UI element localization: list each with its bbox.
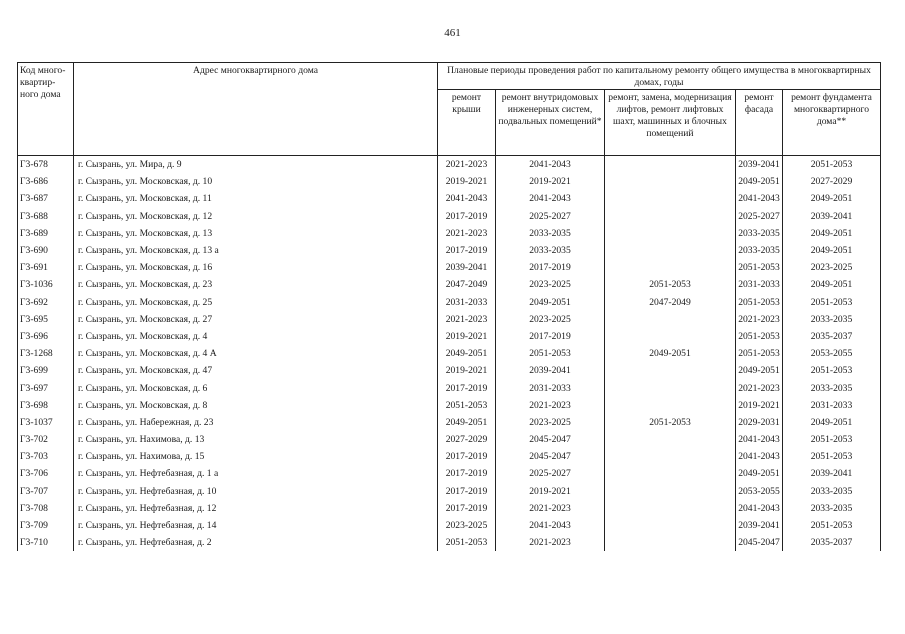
page-number: 461 bbox=[444, 27, 461, 39]
cell-foundation: 2051-2053 bbox=[783, 294, 881, 311]
table-row bbox=[18, 431, 881, 448]
cell-foundation: 2033-2035 bbox=[783, 483, 881, 500]
table-row bbox=[18, 345, 881, 362]
cell-elevators bbox=[605, 242, 736, 259]
cell-code: Г3-699 bbox=[18, 362, 74, 379]
cell-roof: 2017-2019 bbox=[438, 483, 496, 500]
cell-roof: 2049-2051 bbox=[438, 345, 496, 362]
cell-engineering: 2025-2027 bbox=[496, 208, 605, 225]
cell-code: Г3-702 bbox=[18, 431, 74, 448]
cell-roof: 2051-2053 bbox=[438, 534, 496, 551]
cell-code: Г3-698 bbox=[18, 397, 74, 414]
cell-foundation: 2035-2037 bbox=[783, 534, 881, 551]
cell-engineering: 2021-2023 bbox=[496, 500, 605, 517]
cell-engineering: 2051-2053 bbox=[496, 345, 605, 362]
header-periods: Плановые периоды проведения работ по капитальному ремонту общего имущества в многоквартирных домах, годы bbox=[438, 63, 881, 90]
cell-code: Г3-707 bbox=[18, 483, 74, 500]
cell-roof: 2017-2019 bbox=[438, 379, 496, 396]
cell-engineering: 2041-2043 bbox=[496, 517, 605, 534]
table-row bbox=[18, 328, 881, 345]
cell-elevators bbox=[605, 208, 736, 225]
table-row bbox=[18, 259, 881, 276]
cell-facade: 2049-2051 bbox=[736, 173, 783, 190]
cell-foundation: 2027-2029 bbox=[783, 173, 881, 190]
cell-elevators bbox=[605, 259, 736, 276]
cell-facade: 2049-2051 bbox=[736, 465, 783, 482]
cell-elevators: 2051-2053 bbox=[605, 276, 736, 293]
cell-engineering: 2025-2027 bbox=[496, 465, 605, 482]
cell-roof: 2021-2023 bbox=[438, 225, 496, 242]
cell-address: г. Сызрань, ул. Московская, д. 11 bbox=[74, 190, 438, 207]
cell-facade: 2051-2053 bbox=[736, 345, 783, 362]
cell-address: г. Сызрань, ул. Московская, д. 23 bbox=[74, 276, 438, 293]
table-row bbox=[18, 225, 881, 242]
cell-facade: 2031-2033 bbox=[736, 276, 783, 293]
cell-foundation: 2049-2051 bbox=[783, 190, 881, 207]
cell-elevators bbox=[605, 500, 736, 517]
cell-code: Г3-703 bbox=[18, 448, 74, 465]
cell-facade: 2041-2043 bbox=[736, 190, 783, 207]
cell-engineering: 2021-2023 bbox=[496, 397, 605, 414]
cell-engineering: 2021-2023 bbox=[496, 534, 605, 551]
cell-roof: 2017-2019 bbox=[438, 448, 496, 465]
cell-engineering: 2033-2035 bbox=[496, 242, 605, 259]
cell-foundation: 2051-2053 bbox=[783, 156, 881, 174]
cell-facade: 2025-2027 bbox=[736, 208, 783, 225]
table-row bbox=[18, 156, 881, 174]
cell-foundation: 2049-2051 bbox=[783, 225, 881, 242]
cell-elevators: 2051-2053 bbox=[605, 414, 736, 431]
cell-address: г. Сызрань, ул. Нахимова, д. 13 bbox=[74, 431, 438, 448]
table-row bbox=[18, 294, 881, 311]
cell-foundation: 2049-2051 bbox=[783, 414, 881, 431]
cell-engineering: 2041-2043 bbox=[496, 156, 605, 174]
table-row bbox=[18, 208, 881, 225]
cell-address: г. Сызрань, ул. Московская, д. 13 bbox=[74, 225, 438, 242]
cell-address: г. Сызрань, ул. Нефтебазная, д. 2 bbox=[74, 534, 438, 551]
cell-engineering: 2041-2043 bbox=[496, 190, 605, 207]
cell-roof: 2049-2051 bbox=[438, 414, 496, 431]
cell-address: г. Сызрань, ул. Нефтебазная, д. 1 а bbox=[74, 465, 438, 482]
cell-elevators bbox=[605, 534, 736, 551]
cell-engineering: 2023-2025 bbox=[496, 414, 605, 431]
cell-foundation: 2051-2053 bbox=[783, 448, 881, 465]
cell-roof: 2047-2049 bbox=[438, 276, 496, 293]
cell-code: Г3-687 bbox=[18, 190, 74, 207]
cell-code: Г3-706 bbox=[18, 465, 74, 482]
cell-facade: 2039-2041 bbox=[736, 517, 783, 534]
cell-address: г. Сызрань, ул. Набережная, д. 23 bbox=[74, 414, 438, 431]
cell-code: Г3-710 bbox=[18, 534, 74, 551]
cell-facade: 2045-2047 bbox=[736, 534, 783, 551]
table-row bbox=[18, 242, 881, 259]
cell-elevators bbox=[605, 311, 736, 328]
cell-facade: 2051-2053 bbox=[736, 328, 783, 345]
cell-code: Г3-689 bbox=[18, 225, 74, 242]
header-code: Код много-квартир-ного дома bbox=[18, 63, 74, 156]
cell-roof: 2017-2019 bbox=[438, 500, 496, 517]
table-row bbox=[18, 414, 881, 431]
cell-facade: 2021-2023 bbox=[736, 311, 783, 328]
header-row-top bbox=[18, 63, 881, 90]
cell-address: г. Сызрань, ул. Нефтебазная, д. 14 bbox=[74, 517, 438, 534]
cell-foundation: 2049-2051 bbox=[783, 276, 881, 293]
cell-roof: 2017-2019 bbox=[438, 242, 496, 259]
cell-engineering: 2045-2047 bbox=[496, 448, 605, 465]
header-roof: ремонт крыши bbox=[438, 90, 496, 156]
cell-engineering: 2031-2033 bbox=[496, 379, 605, 396]
cell-roof: 2021-2023 bbox=[438, 311, 496, 328]
cell-roof: 2041-2043 bbox=[438, 190, 496, 207]
cell-code: Г3-688 bbox=[18, 208, 74, 225]
cell-engineering: 2045-2047 bbox=[496, 431, 605, 448]
cell-code: Г3-690 bbox=[18, 242, 74, 259]
table-row bbox=[18, 190, 881, 207]
cell-roof: 2027-2029 bbox=[438, 431, 496, 448]
cell-facade: 2039-2041 bbox=[736, 156, 783, 174]
header-engineering: ремонт внутридомовых инженерных систем, подвальных помещений* bbox=[496, 90, 605, 156]
cell-facade: 2041-2043 bbox=[736, 500, 783, 517]
cell-foundation: 2033-2035 bbox=[783, 379, 881, 396]
cell-engineering: 2019-2021 bbox=[496, 173, 605, 190]
cell-elevators bbox=[605, 465, 736, 482]
cell-engineering: 2017-2019 bbox=[496, 328, 605, 345]
cell-foundation: 2039-2041 bbox=[783, 465, 881, 482]
cell-address: г. Сызрань, ул. Московская, д. 47 bbox=[74, 362, 438, 379]
cell-code: Г3-692 bbox=[18, 294, 74, 311]
cell-address: г. Сызрань, ул. Московская, д. 27 bbox=[74, 311, 438, 328]
cell-roof: 2031-2033 bbox=[438, 294, 496, 311]
cell-address: г. Сызрань, ул. Московская, д. 25 bbox=[74, 294, 438, 311]
cell-facade: 2033-2035 bbox=[736, 242, 783, 259]
cell-facade: 2029-2031 bbox=[736, 414, 783, 431]
cell-elevators bbox=[605, 517, 736, 534]
cell-facade: 2051-2053 bbox=[736, 259, 783, 276]
cell-roof: 2051-2053 bbox=[438, 397, 496, 414]
cell-elevators bbox=[605, 397, 736, 414]
cell-code: Г3-709 bbox=[18, 517, 74, 534]
cell-roof: 2019-2021 bbox=[438, 328, 496, 345]
cell-elevators bbox=[605, 225, 736, 242]
table-row bbox=[18, 173, 881, 190]
cell-foundation: 2053-2055 bbox=[783, 345, 881, 362]
cell-elevators bbox=[605, 328, 736, 345]
table-row bbox=[18, 362, 881, 379]
cell-address: г. Сызрань, ул. Московская, д. 10 bbox=[74, 173, 438, 190]
cell-address: г. Сызрань, ул. Московская, д. 13 а bbox=[74, 242, 438, 259]
cell-code: Г3-696 bbox=[18, 328, 74, 345]
cell-address: г. Сызрань, ул. Нахимова, д. 15 bbox=[74, 448, 438, 465]
table-row bbox=[18, 311, 881, 328]
cell-roof: 2021-2023 bbox=[438, 156, 496, 174]
cell-address: г. Сызрань, ул. Мира, д. 9 bbox=[74, 156, 438, 174]
header-elevators: ремонт, замена, модернизация лифтов, ремонт лифтовых шахт, машинных и блочных помещений bbox=[605, 90, 736, 156]
cell-facade: 2041-2043 bbox=[736, 431, 783, 448]
cell-facade: 2041-2043 bbox=[736, 448, 783, 465]
cell-roof: 2019-2021 bbox=[438, 173, 496, 190]
cell-code: Г3-1037 bbox=[18, 414, 74, 431]
cell-elevators bbox=[605, 190, 736, 207]
cell-elevators bbox=[605, 379, 736, 396]
cell-foundation: 2051-2053 bbox=[783, 362, 881, 379]
cell-engineering: 2019-2021 bbox=[496, 483, 605, 500]
cell-facade: 2033-2035 bbox=[736, 225, 783, 242]
cell-code: Г3-1268 bbox=[18, 345, 74, 362]
table-row bbox=[18, 517, 881, 534]
cell-code: Г3-1036 bbox=[18, 276, 74, 293]
cell-roof: 2017-2019 bbox=[438, 465, 496, 482]
cell-address: г. Сызрань, ул. Московская, д. 4 А bbox=[74, 345, 438, 362]
cell-elevators: 2047-2049 bbox=[605, 294, 736, 311]
table-row bbox=[18, 483, 881, 500]
cell-foundation: 2031-2033 bbox=[783, 397, 881, 414]
table-row bbox=[18, 500, 881, 517]
cell-code: Г3-697 bbox=[18, 379, 74, 396]
header-facade: ремонт фасада bbox=[736, 90, 783, 156]
cell-facade: 2019-2021 bbox=[736, 397, 783, 414]
cell-code: Г3-695 bbox=[18, 311, 74, 328]
cell-code: Г3-686 bbox=[18, 173, 74, 190]
table-row bbox=[18, 534, 881, 551]
table-row bbox=[18, 465, 881, 482]
cell-facade: 2053-2055 bbox=[736, 483, 783, 500]
cell-engineering: 2039-2041 bbox=[496, 362, 605, 379]
cell-address: г. Сызрань, ул. Московская, д. 12 bbox=[74, 208, 438, 225]
cell-elevators bbox=[605, 156, 736, 174]
cell-foundation: 2051-2053 bbox=[783, 431, 881, 448]
header-address: Адрес многоквартирного дома bbox=[74, 63, 438, 156]
cell-address: г. Сызрань, ул. Московская, д. 8 bbox=[74, 397, 438, 414]
cell-foundation: 2051-2053 bbox=[783, 517, 881, 534]
cell-roof: 2039-2041 bbox=[438, 259, 496, 276]
cell-elevators bbox=[605, 448, 736, 465]
cell-engineering: 2033-2035 bbox=[496, 225, 605, 242]
cell-foundation: 2039-2041 bbox=[783, 208, 881, 225]
cell-roof: 2019-2021 bbox=[438, 362, 496, 379]
cell-code: Г3-678 bbox=[18, 156, 74, 174]
cell-code: Г3-708 bbox=[18, 500, 74, 517]
cell-foundation: 2035-2037 bbox=[783, 328, 881, 345]
cell-engineering: 2017-2019 bbox=[496, 259, 605, 276]
cell-engineering: 2023-2025 bbox=[496, 311, 605, 328]
table-row bbox=[18, 379, 881, 396]
cell-foundation: 2033-2035 bbox=[783, 311, 881, 328]
capital-repair-schedule-table bbox=[17, 62, 881, 551]
cell-address: г. Сызрань, ул. Нефтебазная, д. 10 bbox=[74, 483, 438, 500]
cell-roof: 2017-2019 bbox=[438, 208, 496, 225]
cell-facade: 2021-2023 bbox=[736, 379, 783, 396]
cell-elevators bbox=[605, 431, 736, 448]
cell-elevators bbox=[605, 173, 736, 190]
cell-roof: 2023-2025 bbox=[438, 517, 496, 534]
cell-foundation: 2049-2051 bbox=[783, 242, 881, 259]
cell-facade: 2051-2053 bbox=[736, 294, 783, 311]
cell-address: г. Сызрань, ул. Нефтебазная, д. 12 bbox=[74, 500, 438, 517]
header-foundation: ремонт фундамента многоквартирного дома** bbox=[783, 90, 881, 156]
cell-engineering: 2023-2025 bbox=[496, 276, 605, 293]
cell-address: г. Сызрань, ул. Московская, д. 6 bbox=[74, 379, 438, 396]
cell-elevators: 2049-2051 bbox=[605, 345, 736, 362]
cell-code: Г3-691 bbox=[18, 259, 74, 276]
cell-address: г. Сызрань, ул. Московская, д. 4 bbox=[74, 328, 438, 345]
cell-engineering: 2049-2051 bbox=[496, 294, 605, 311]
cell-foundation: 2023-2025 bbox=[783, 259, 881, 276]
cell-elevators bbox=[605, 483, 736, 500]
cell-address: г. Сызрань, ул. Московская, д. 16 bbox=[74, 259, 438, 276]
cell-elevators bbox=[605, 362, 736, 379]
table-row bbox=[18, 397, 881, 414]
table-row bbox=[18, 276, 881, 293]
table-row bbox=[18, 448, 881, 465]
cell-facade: 2049-2051 bbox=[736, 362, 783, 379]
cell-foundation: 2033-2035 bbox=[783, 500, 881, 517]
